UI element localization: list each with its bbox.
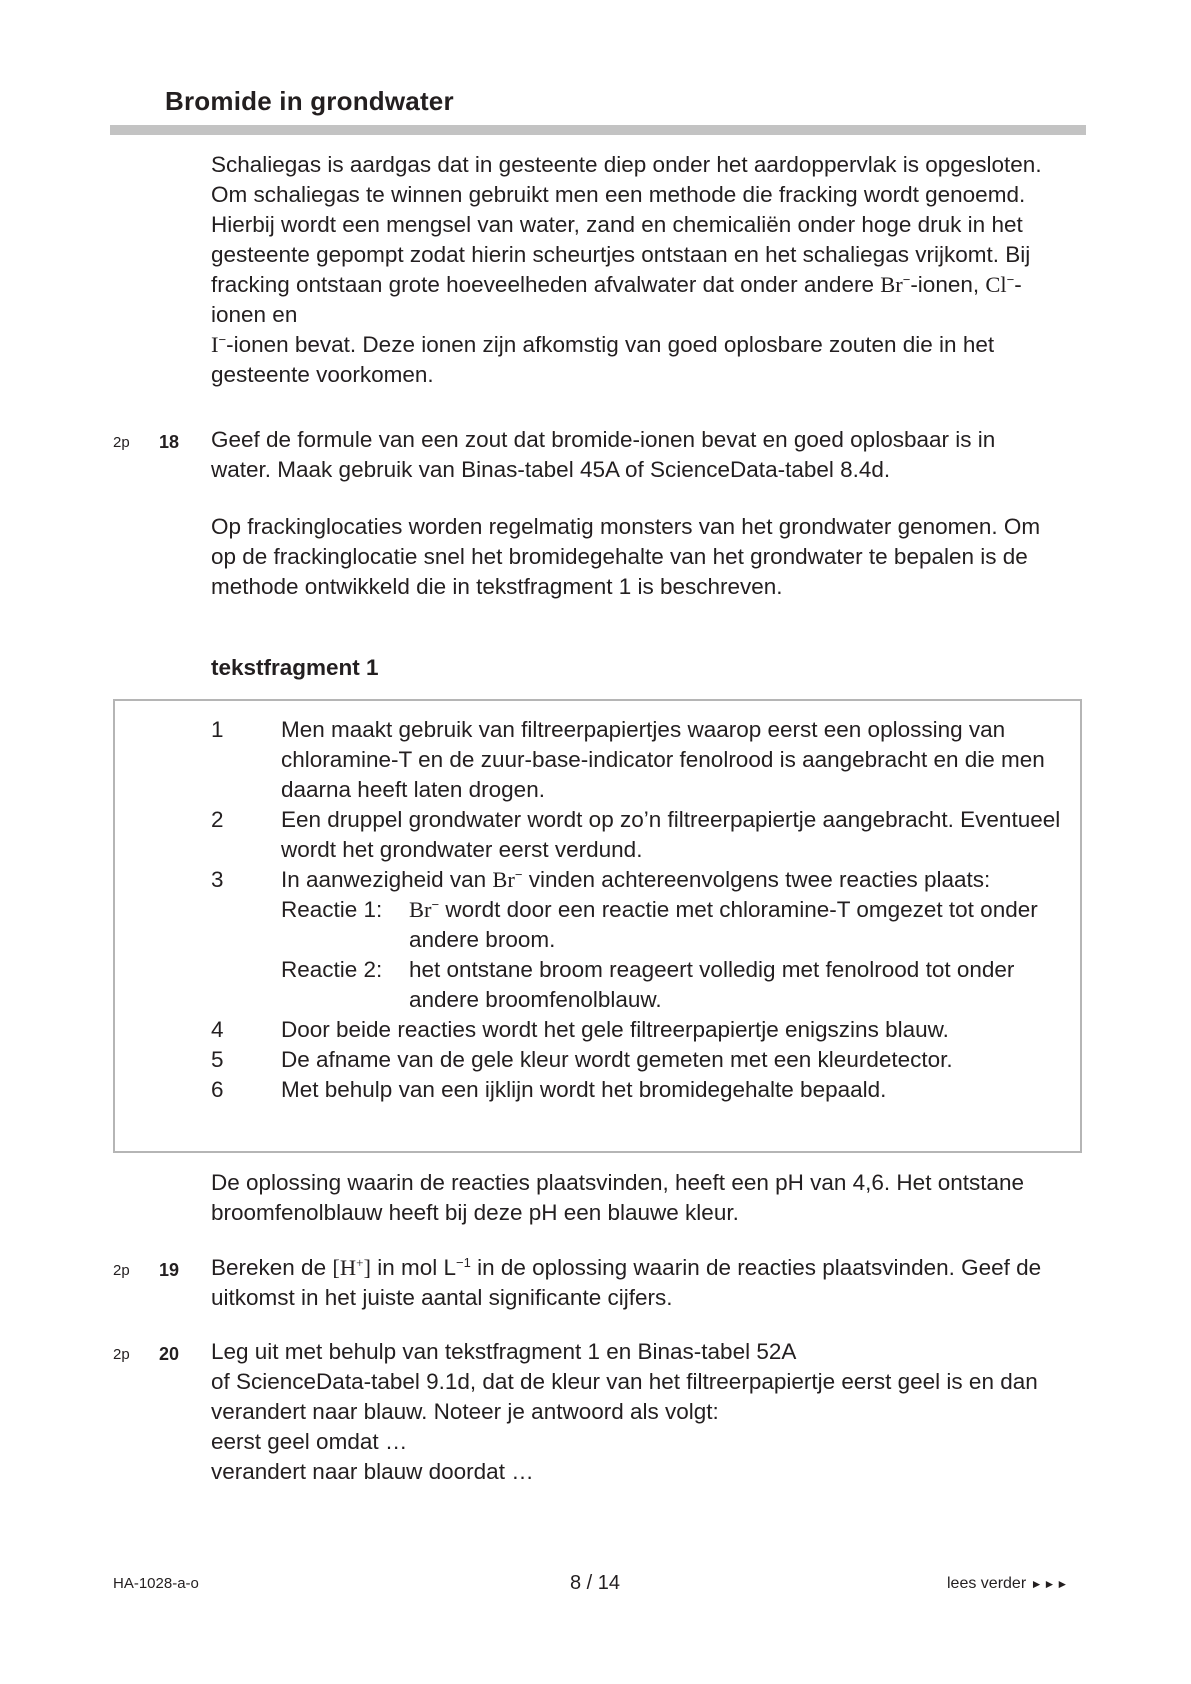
iodide-ion: I [211, 332, 219, 357]
fragment-list [211, 715, 1061, 1105]
line-number: 6 [211, 1077, 224, 1102]
intro-paragraph: Schaliegas is aardgas dat in gesteente diep onder het aardoppervlak is opgesloten. Om schaliegas te winnen gebruikt men een methode die fracking wordt genoemd. Hierbij wordt een mengsel van water, zand en chemicaliën onder hoge druk in het gesteente gepompt zodat hierin scheurtjes ontstaan en het schaliegas vrijkomt. Bij fracking ontstaan grote hoeveelheden afvalwater dat onder andere Br−-ionen, Cl−-ionen en I−-ionen bevat. Deze ionen zijn afkomstig van goed oplosbare zouten die in het gesteente voorkomen. [211, 152, 1042, 387]
hydrogen-ion-formula: [H+] [332, 1255, 371, 1280]
reaction-2: Reactie 2: het ontstane broom reageert volledig met fenolrood tot onder andere broomfenolblauw. [281, 955, 1061, 1015]
line-number: 4 [211, 1017, 224, 1042]
ph-paragraph: De oplossing waarin de reacties plaatsvinden, heeft een pH van 4,6. Het ontstane broomfenolblauw heeft bij deze pH een blauwe kleur. [211, 1170, 1025, 1225]
title-divider [110, 125, 1086, 135]
arrow-right-icon: ►►► [1030, 1577, 1070, 1591]
bromide-ion: Br [880, 272, 903, 297]
reaction-label: Reactie 1: [281, 897, 383, 922]
fragment-item: 5 De afname van de gele kleur wordt gemeten met een kleurdetector. [211, 1045, 1061, 1075]
exam-code: HA-1028-a-o [113, 1575, 199, 1592]
bromide-ion: Br [492, 867, 515, 892]
line-number: 2 [211, 807, 224, 832]
context-paragraph: Op frackinglocaties worden regelmatig monsters van het grondwater genomen. Om op de frackinglocatie snel het bromidegehalte van het grondwater te bepalen is de methode ontwikkeld die in tekstfragment 1 is beschreven. [211, 514, 1041, 599]
question-20-text: Leg uit met behulp van tekstfragment 1 en Binas-tabel 52A of ScienceData-tabel 9.1d, dat de kleur van het filtreerpapiertje eerst geel is en dan verandert naar blauw. Noteer je antwoord als volgt: eerst geel omdat … verandert naar blauw doordat … [211, 1339, 1038, 1484]
page-title: Bromide in grondwater [165, 86, 454, 116]
question-18-points: 2p [113, 434, 130, 451]
fragment-item: 3 In aanwezigheid van Br− vinden achtereenvolgens twee reacties plaats: Reactie 1: Br− wordt door een reactie met chloramine-T omgezet tot onder andere broom. Reactie 2: het ontstane broom reageert volledig met fenolrood tot onder andere broomfenolblauw. [211, 865, 1061, 1015]
question-18-text: Geef de formule van een zout dat bromide-ionen bevat en goed oplosbaar is in water. Maak gebruik van Binas-tabel 45A of ScienceData-tabel 8.4d. [211, 427, 996, 482]
question-19-points: 2p [113, 1262, 130, 1279]
fragment-heading: tekstfragment 1 [211, 655, 379, 680]
question-19-number: 19 [159, 1260, 180, 1280]
question-20-number: 20 [159, 1344, 180, 1364]
question-19-text: Bereken de [H+] in mol $L^{-1}$ in de oplossing waarin de reacties plaatsvinden. Geef de uitkomst in het juiste aantal significante cijfers. [211, 1255, 1042, 1310]
reaction-label: Reactie 2: [281, 957, 383, 982]
line-number: 3 [211, 867, 224, 892]
bromide-ion: Br [409, 897, 432, 922]
line-number: 1 [211, 717, 224, 742]
question-20-points: 2p [113, 1346, 130, 1363]
question-18-number: 18 [159, 432, 180, 452]
reaction-1: Reactie 1: Br− wordt door een reactie met chloramine-T omgezet tot onder andere broom. [281, 895, 1061, 955]
fragment-item: 2 Een druppel grondwater wordt op zo’n filtreerpapiertje aangebracht. Eventueel wordt het grondwater eerst verdund. [211, 805, 1061, 865]
fragment-item: 4 Door beide reacties wordt het gele filtreerpapiertje enigszins blauw. [211, 1015, 1061, 1045]
chloride-ion: Cl [985, 272, 1007, 297]
continue-note: lees verder ►►► [947, 1575, 1070, 1592]
page-number: 8 / 14 [570, 1572, 621, 1594]
line-number: 5 [211, 1047, 224, 1072]
fragment-item: 6 Met behulp van een ijklijn wordt het bromidegehalte bepaald. [211, 1075, 1061, 1105]
fragment-item: 1 Men maakt gebruik van filtreerpapiertjes waarop eerst een oplossing van chloramine-T en de zuur-base-indicator fenolrood is aangebracht en die men daarna heeft laten drogen. [211, 715, 1061, 805]
